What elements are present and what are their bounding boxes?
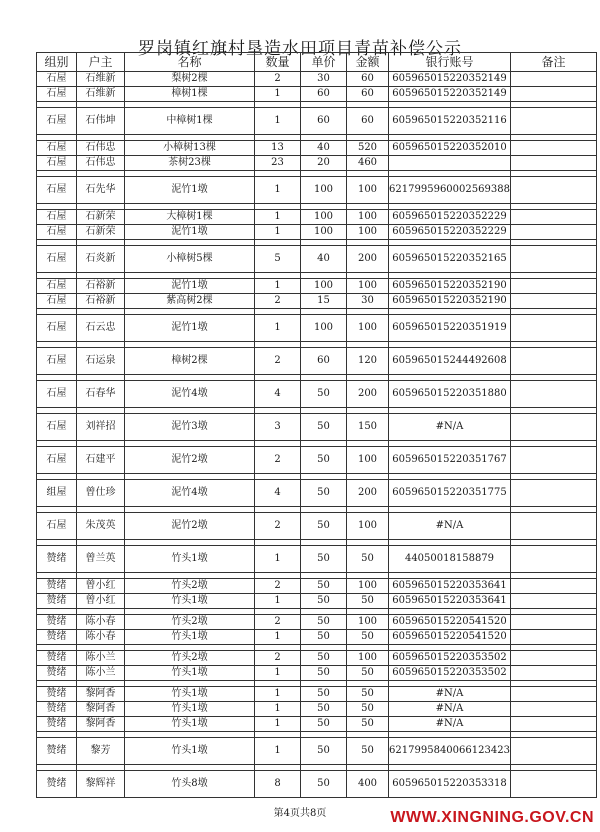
table-row <box>37 246 597 273</box>
cell-owner: 黎阿香 <box>77 702 125 717</box>
cell-remarks <box>511 177 597 204</box>
cell-amount: 100 <box>347 447 389 474</box>
cell-remarks <box>511 513 597 540</box>
cell-quantity: 2 <box>255 72 301 87</box>
cell-owner: 石云忠 <box>77 315 125 342</box>
cell-unit-price: 100 <box>301 177 347 204</box>
cell-owner: 石新荣 <box>77 225 125 240</box>
cell-unit-price: 100 <box>301 279 347 294</box>
cell-unit-price: 100 <box>301 225 347 240</box>
cell-amount: 200 <box>347 246 389 273</box>
cell-remarks <box>511 594 597 609</box>
header-bank-account: 银行账号 <box>389 53 511 72</box>
cell-item-name: 竹头2墩 <box>125 615 255 630</box>
table-row <box>37 615 597 630</box>
cell-amount: 60 <box>347 108 389 135</box>
cell-remarks <box>511 666 597 681</box>
cell-group: 赞绪 <box>37 615 77 630</box>
cell-bank-account: #N/A <box>389 687 511 702</box>
cell-remarks <box>511 294 597 309</box>
cell-unit-price: 60 <box>301 348 347 375</box>
cell-amount: 150 <box>347 414 389 441</box>
cell-item-name: 竹头1墩 <box>125 717 255 732</box>
cell-bank-account: 605965015220352190 <box>389 279 511 294</box>
cell-remarks <box>511 210 597 225</box>
cell-quantity: 1 <box>255 225 301 240</box>
table-row <box>37 381 597 408</box>
cell-owner: 朱茂英 <box>77 513 125 540</box>
cell-group: 赞绪 <box>37 546 77 573</box>
cell-amount: 50 <box>347 687 389 702</box>
cell-item-name: 竹头2墩 <box>125 651 255 666</box>
cell-item-name: 梨树2棵 <box>125 72 255 87</box>
table-row <box>37 414 597 441</box>
cell-quantity: 1 <box>255 717 301 732</box>
cell-bank-account: 44050018158879 <box>389 546 511 573</box>
cell-quantity: 13 <box>255 141 301 156</box>
cell-remarks <box>511 141 597 156</box>
cell-amount: 100 <box>347 210 389 225</box>
cell-remarks <box>511 72 597 87</box>
cell-item-name: 竹头1墩 <box>125 738 255 765</box>
cell-unit-price: 50 <box>301 771 347 798</box>
cell-unit-price: 50 <box>301 414 347 441</box>
cell-item-name: 樟树1棵 <box>125 87 255 102</box>
cell-group: 石屋 <box>37 294 77 309</box>
cell-remarks <box>511 651 597 666</box>
cell-remarks <box>511 771 597 798</box>
header-unit-price: 单价 <box>301 53 347 72</box>
cell-amount: 460 <box>347 156 389 171</box>
cell-unit-price: 100 <box>301 315 347 342</box>
cell-amount: 100 <box>347 279 389 294</box>
cell-quantity: 1 <box>255 279 301 294</box>
cell-unit-price: 50 <box>301 579 347 594</box>
cell-amount: 100 <box>347 177 389 204</box>
cell-owner: 石春华 <box>77 381 125 408</box>
cell-quantity: 23 <box>255 156 301 171</box>
cell-quantity: 2 <box>255 294 301 309</box>
cell-group: 石屋 <box>37 225 77 240</box>
cell-owner: 黎阿香 <box>77 687 125 702</box>
cell-group: 赞绪 <box>37 579 77 594</box>
cell-bank-account: 6217995840066123423 <box>389 738 511 765</box>
cell-item-name: 樟树2棵 <box>125 348 255 375</box>
cell-remarks <box>511 579 597 594</box>
cell-remarks <box>511 315 597 342</box>
cell-item-name: 泥竹1墩 <box>125 225 255 240</box>
cell-group: 石屋 <box>37 381 77 408</box>
cell-group: 石屋 <box>37 279 77 294</box>
cell-group: 赞绪 <box>37 630 77 645</box>
cell-bank-account: 605965015220352010 <box>389 141 511 156</box>
cell-quantity: 1 <box>255 738 301 765</box>
cell-group: 石屋 <box>37 72 77 87</box>
cell-amount: 30 <box>347 294 389 309</box>
cell-amount: 50 <box>347 666 389 681</box>
cell-owner: 陈小春 <box>77 630 125 645</box>
cell-quantity: 1 <box>255 108 301 135</box>
cell-amount: 50 <box>347 717 389 732</box>
cell-bank-account: 605965015220352229 <box>389 225 511 240</box>
cell-bank-account: 605965015220352229 <box>389 210 511 225</box>
cell-quantity: 1 <box>255 87 301 102</box>
cell-bank-account: 605965015220352165 <box>389 246 511 273</box>
page-number: 第4页共8页 <box>273 808 327 819</box>
table-row <box>37 225 597 240</box>
page-title: 罗岗镇红旗村垦造水田项目青苗补偿公示 <box>138 39 462 59</box>
cell-item-name: 泥竹3墩 <box>125 414 255 441</box>
cell-item-name: 泥竹1墩 <box>125 177 255 204</box>
table-row <box>37 687 597 702</box>
cell-remarks <box>511 717 597 732</box>
table-row <box>37 279 597 294</box>
table-row <box>37 594 597 609</box>
cell-group: 石屋 <box>37 210 77 225</box>
cell-group: 石屋 <box>37 108 77 135</box>
cell-amount: 100 <box>347 315 389 342</box>
cell-owner: 陈小兰 <box>77 666 125 681</box>
table-row <box>37 72 597 87</box>
cell-bank-account: 605965015220352116 <box>389 108 511 135</box>
table-row <box>37 651 597 666</box>
cell-unit-price: 50 <box>301 717 347 732</box>
cell-owner: 曾小红 <box>77 594 125 609</box>
cell-amount: 50 <box>347 546 389 573</box>
table-row <box>37 738 597 765</box>
cell-item-name: 中樟树1棵 <box>125 108 255 135</box>
cell-remarks <box>511 108 597 135</box>
cell-unit-price: 50 <box>301 738 347 765</box>
cell-owner: 黎辉祥 <box>77 771 125 798</box>
cell-bank-account: 605965015220353502 <box>389 666 511 681</box>
cell-owner: 石裕新 <box>77 279 125 294</box>
cell-unit-price: 20 <box>301 156 347 171</box>
cell-owner: 曾仕珍 <box>77 480 125 507</box>
header-quantity: 数量 <box>255 53 301 72</box>
cell-quantity: 1 <box>255 702 301 717</box>
cell-item-name: 竹头1墩 <box>125 702 255 717</box>
cell-owner: 黎芳 <box>77 738 125 765</box>
cell-quantity: 1 <box>255 666 301 681</box>
cell-unit-price: 60 <box>301 108 347 135</box>
cell-amount: 400 <box>347 771 389 798</box>
cell-group: 赞绪 <box>37 717 77 732</box>
cell-item-name: 泥竹1墩 <box>125 279 255 294</box>
cell-owner: 石伟坤 <box>77 108 125 135</box>
cell-unit-price: 100 <box>301 210 347 225</box>
cell-group: 赞绪 <box>37 702 77 717</box>
cell-bank-account: 605965015220351880 <box>389 381 511 408</box>
cell-quantity: 2 <box>255 579 301 594</box>
cell-item-name: 泥竹4墩 <box>125 480 255 507</box>
table-row <box>37 666 597 681</box>
cell-remarks <box>511 738 597 765</box>
cell-group: 赞绪 <box>37 687 77 702</box>
cell-item-name: 竹头1墩 <box>125 546 255 573</box>
cell-remarks <box>511 687 597 702</box>
cell-unit-price: 50 <box>301 687 347 702</box>
cell-bank-account <box>389 156 511 171</box>
cell-amount: 100 <box>347 579 389 594</box>
site-watermark: WWW.XINGNING.GOV.CN <box>390 809 594 826</box>
cell-remarks <box>511 615 597 630</box>
cell-amount: 100 <box>347 225 389 240</box>
cell-amount: 100 <box>347 651 389 666</box>
cell-quantity: 1 <box>255 315 301 342</box>
cell-remarks <box>511 546 597 573</box>
cell-unit-price: 50 <box>301 546 347 573</box>
table-row <box>37 177 597 204</box>
cell-unit-price: 60 <box>301 87 347 102</box>
cell-unit-price: 50 <box>301 480 347 507</box>
cell-owner: 陈小兰 <box>77 651 125 666</box>
cell-bank-account: 605965015220352149 <box>389 72 511 87</box>
cell-bank-account: #N/A <box>389 702 511 717</box>
cell-item-name: 小樟树5棵 <box>125 246 255 273</box>
table-row <box>37 579 597 594</box>
cell-bank-account: 605965015244492608 <box>389 348 511 375</box>
cell-owner: 石运泉 <box>77 348 125 375</box>
cell-item-name: 大樟树1棵 <box>125 210 255 225</box>
cell-group: 赞绪 <box>37 738 77 765</box>
cell-unit-price: 50 <box>301 381 347 408</box>
cell-unit-price: 50 <box>301 702 347 717</box>
cell-unit-price: 50 <box>301 594 347 609</box>
header-item-name: 名称 <box>125 53 255 72</box>
cell-remarks <box>511 279 597 294</box>
table-row <box>37 87 597 102</box>
table-row <box>37 210 597 225</box>
cell-amount: 60 <box>347 72 389 87</box>
cell-bank-account: 605965015220352190 <box>389 294 511 309</box>
cell-item-name: 泥竹4墩 <box>125 381 255 408</box>
cell-unit-price: 40 <box>301 246 347 273</box>
cell-group: 赞绪 <box>37 594 77 609</box>
cell-quantity: 1 <box>255 546 301 573</box>
cell-quantity: 2 <box>255 513 301 540</box>
cell-unit-price: 30 <box>301 72 347 87</box>
cell-item-name: 茶树23棵 <box>125 156 255 171</box>
cell-bank-account: 605965015220352149 <box>389 87 511 102</box>
cell-owner: 陈小春 <box>77 615 125 630</box>
cell-bank-account: 605965015220353502 <box>389 651 511 666</box>
cell-group: 组屋 <box>37 480 77 507</box>
cell-owner: 黎阿香 <box>77 717 125 732</box>
cell-quantity: 5 <box>255 246 301 273</box>
cell-owner: 石维新 <box>77 87 125 102</box>
cell-group: 石屋 <box>37 141 77 156</box>
cell-quantity: 4 <box>255 480 301 507</box>
cell-amount: 50 <box>347 738 389 765</box>
cell-owner: 刘祥招 <box>77 414 125 441</box>
cell-owner: 石裕新 <box>77 294 125 309</box>
cell-item-name: 泥竹1墩 <box>125 315 255 342</box>
cell-owner: 石维新 <box>77 72 125 87</box>
cell-item-name: 泥竹2墩 <box>125 513 255 540</box>
cell-quantity: 1 <box>255 687 301 702</box>
cell-amount: 200 <box>347 480 389 507</box>
table-row <box>37 156 597 171</box>
table-row <box>37 141 597 156</box>
cell-amount: 100 <box>347 615 389 630</box>
cell-unit-price: 50 <box>301 615 347 630</box>
cell-bank-account: 605965015220351919 <box>389 315 511 342</box>
cell-owner: 石先华 <box>77 177 125 204</box>
cell-item-name: 泥竹2墩 <box>125 447 255 474</box>
cell-quantity: 2 <box>255 651 301 666</box>
cell-owner: 曾小红 <box>77 579 125 594</box>
table-row <box>37 771 597 798</box>
cell-amount: 50 <box>347 630 389 645</box>
cell-amount: 100 <box>347 513 389 540</box>
cell-item-name: 竹头8墩 <box>125 771 255 798</box>
cell-owner: 石炎新 <box>77 246 125 273</box>
cell-remarks <box>511 630 597 645</box>
cell-remarks <box>511 156 597 171</box>
cell-quantity: 3 <box>255 414 301 441</box>
table-row <box>37 348 597 375</box>
cell-bank-account: 605965015220541520 <box>389 630 511 645</box>
cell-remarks <box>511 414 597 441</box>
cell-remarks <box>511 348 597 375</box>
cell-item-name: 竹头1墩 <box>125 687 255 702</box>
cell-unit-price: 50 <box>301 651 347 666</box>
cell-bank-account: 605965015220353641 <box>389 579 511 594</box>
cell-unit-price: 40 <box>301 141 347 156</box>
cell-quantity: 2 <box>255 348 301 375</box>
cell-item-name: 紫高树2棵 <box>125 294 255 309</box>
cell-remarks <box>511 225 597 240</box>
cell-group: 石屋 <box>37 447 77 474</box>
cell-unit-price: 50 <box>301 630 347 645</box>
cell-group: 石屋 <box>37 513 77 540</box>
cell-owner: 石建平 <box>77 447 125 474</box>
table-row <box>37 702 597 717</box>
cell-unit-price: 50 <box>301 666 347 681</box>
cell-group: 赞绪 <box>37 651 77 666</box>
cell-amount: 50 <box>347 702 389 717</box>
cell-bank-account: 605965015220351767 <box>389 447 511 474</box>
cell-unit-price: 50 <box>301 447 347 474</box>
cell-quantity: 2 <box>255 447 301 474</box>
cell-quantity: 1 <box>255 210 301 225</box>
cell-group: 石屋 <box>37 246 77 273</box>
table-row <box>37 513 597 540</box>
table-row <box>37 294 597 309</box>
cell-bank-account: 605965015220351775 <box>389 480 511 507</box>
cell-quantity: 1 <box>255 594 301 609</box>
cell-item-name: 竹头1墩 <box>125 666 255 681</box>
cell-item-name: 竹头1墩 <box>125 594 255 609</box>
cell-remarks <box>511 87 597 102</box>
cell-remarks <box>511 447 597 474</box>
cell-remarks <box>511 480 597 507</box>
cell-item-name: 竹头1墩 <box>125 630 255 645</box>
cell-amount: 200 <box>347 381 389 408</box>
header-group: 组别 <box>37 53 77 72</box>
header-row <box>37 53 597 72</box>
cell-group: 石屋 <box>37 315 77 342</box>
compensation-table <box>36 52 597 798</box>
cell-group: 赞绪 <box>37 666 77 681</box>
header-amount: 金额 <box>347 53 389 72</box>
table-row <box>37 630 597 645</box>
cell-group: 石屋 <box>37 348 77 375</box>
table-row <box>37 480 597 507</box>
cell-owner: 石新荣 <box>77 210 125 225</box>
cell-quantity: 8 <box>255 771 301 798</box>
table-row <box>37 315 597 342</box>
cell-bank-account: #N/A <box>389 717 511 732</box>
cell-item-name: 竹头2墩 <box>125 579 255 594</box>
cell-quantity: 4 <box>255 381 301 408</box>
cell-remarks <box>511 381 597 408</box>
table-row <box>37 546 597 573</box>
cell-quantity: 2 <box>255 615 301 630</box>
header-remarks: 备注 <box>511 53 597 72</box>
cell-item-name: 小樟树13棵 <box>125 141 255 156</box>
cell-group: 石屋 <box>37 414 77 441</box>
cell-owner: 曾兰英 <box>77 546 125 573</box>
table-row <box>37 717 597 732</box>
cell-owner: 石伟忠 <box>77 141 125 156</box>
cell-amount: 520 <box>347 141 389 156</box>
cell-group: 石屋 <box>37 177 77 204</box>
cell-group: 石屋 <box>37 156 77 171</box>
cell-unit-price: 15 <box>301 294 347 309</box>
cell-remarks <box>511 246 597 273</box>
header-owner: 户主 <box>77 53 125 72</box>
cell-bank-account: 6217995960002569388 <box>389 177 511 204</box>
cell-amount: 60 <box>347 87 389 102</box>
cell-bank-account: 605965015220353318 <box>389 771 511 798</box>
cell-amount: 120 <box>347 348 389 375</box>
table-row <box>37 108 597 135</box>
table-row <box>37 447 597 474</box>
cell-bank-account: #N/A <box>389 414 511 441</box>
cell-quantity: 1 <box>255 630 301 645</box>
cell-remarks <box>511 702 597 717</box>
cell-group: 赞绪 <box>37 771 77 798</box>
cell-group: 石屋 <box>37 87 77 102</box>
cell-owner: 石伟忠 <box>77 156 125 171</box>
cell-unit-price: 50 <box>301 513 347 540</box>
cell-bank-account: #N/A <box>389 513 511 540</box>
cell-quantity: 1 <box>255 177 301 204</box>
cell-amount: 50 <box>347 594 389 609</box>
cell-bank-account: 605965015220541520 <box>389 615 511 630</box>
cell-bank-account: 605965015220353641 <box>389 594 511 609</box>
